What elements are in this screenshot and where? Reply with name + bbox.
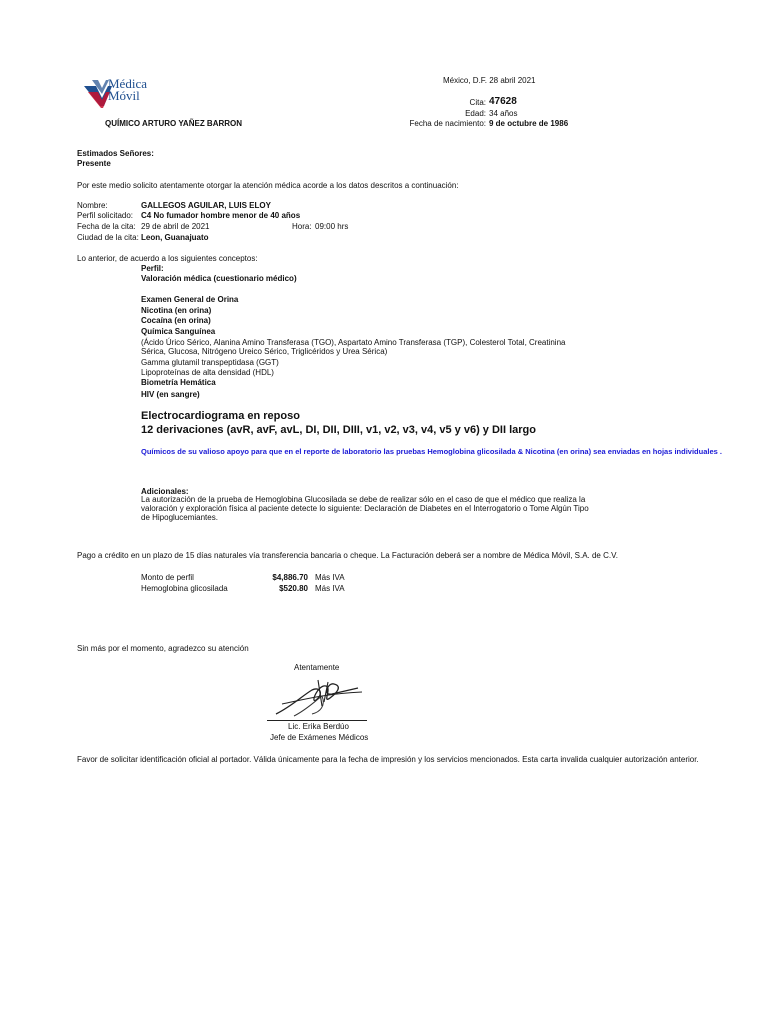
signature-line xyxy=(267,720,367,721)
signature-image xyxy=(272,676,367,720)
brand-name: Médica Móvil xyxy=(108,76,147,103)
nombre-value: GALLEGOS AGUILAR, LUIS ELOY xyxy=(141,201,271,210)
payment-row-amount: $520.80 xyxy=(279,584,308,593)
intro-text: Por este medio solicito atentamente otorgar la atención médica acorde a los datos descritos a continuación: xyxy=(77,181,459,190)
fecha-value: 29 de abril de 2021 xyxy=(141,222,210,231)
concept-perfil: Perfil: xyxy=(141,264,164,273)
closing-thanks: Sin más por el momento, agradezco su atención xyxy=(77,644,249,653)
ecg-detail: 12 derivaciones (avR, avF, avL, DI, DII, DIII, v1, v2, v3, v4, v5 y v6) y DII largo xyxy=(141,424,536,436)
payment-row-tax: Más IVA xyxy=(315,573,345,582)
signer-title: Jefe de Exámenes Médicos xyxy=(270,733,369,742)
payment-row-amount: $4,886.70 xyxy=(272,573,308,582)
concept-hiv: HIV (en sangre) xyxy=(141,390,200,399)
concept-lipo: Lipoproteínas de alta densidad (HDL) xyxy=(141,368,274,377)
concept-biometria: Biometría Hemática xyxy=(141,378,216,387)
hora-value: 09:00 hrs xyxy=(315,222,349,231)
cita-value: 47628 xyxy=(489,96,517,107)
cita-label: Cita: xyxy=(469,98,486,107)
concept-examen-orina: Examen General de Orina xyxy=(141,295,239,304)
footer-note: Favor de solicitar identificación oficial al portador. Válida únicamente para la fecha de impresión y los servicios mencionados. Esta carta invalida cualquier autorización anterior. xyxy=(77,755,699,764)
concept-gamma: Gamma glutamil transpeptidasa (GGT) xyxy=(141,358,279,367)
ciudad-label: Ciudad de la cita: xyxy=(77,233,139,242)
perfil-value: C4 No fumador hombre menor de 40 años xyxy=(141,211,301,220)
concepts-intro: Lo anterior, de acuerdo a los siguientes conceptos: xyxy=(77,254,258,263)
greeting-line1: Estimados Señores: xyxy=(77,149,154,158)
birthdate-value: 9 de octubre de 1986 xyxy=(489,119,569,128)
concept-valoracion: Valoración médica (cuestionario médico) xyxy=(141,274,297,283)
birthdate-label: Fecha de nacimiento: xyxy=(409,119,486,128)
edad-value: 34 años xyxy=(489,109,518,118)
greeting-line2: Presente xyxy=(77,159,111,168)
signer-name: Lic. Erika Berdúo xyxy=(288,722,349,731)
concept-quimica: Química Sanguínea xyxy=(141,327,216,336)
hora-label: Hora: xyxy=(292,222,312,231)
nombre-label: Nombre: xyxy=(77,201,108,210)
atentamente: Atentamente xyxy=(294,663,340,672)
place-date: México, D.F. 28 abril 2021 xyxy=(443,76,536,85)
fecha-label: Fecha de la cita: xyxy=(77,222,136,231)
payment-row-concept: Hemoglobina glicosilada xyxy=(141,584,228,593)
ciudad-value: Leon, Guanajuato xyxy=(141,233,209,242)
edad-label: Edad: xyxy=(465,109,486,118)
payment-row-concept: Monto de perfil xyxy=(141,573,194,582)
ecg-title: Electrocardiograma en reposo xyxy=(141,410,300,422)
lab-note: Químicos de su valioso apoyo para que en el reporte de laboratorio las pruebas Hemoglobina glicosilada & Nicotina (en orina) sea enviadas en hojas individuales . xyxy=(141,447,722,456)
perfil-label: Perfil solicitado: xyxy=(77,211,134,220)
payment-text: Pago a crédito en un plazo de 15 días naturales vía transferencia bancaria o cheque. La Facturación deberá ser a nombre de Médica Móvil, S.A. de C.V. xyxy=(77,551,618,560)
recipient: QUÍMICO ARTURO YAÑEZ BARRON xyxy=(105,119,243,128)
payment-row-tax: Más IVA xyxy=(315,584,345,593)
concept-quimica-desc: (Ácido Úrico Sérico, Alanina Amino Transferasa (TGO), Aspartato Amino Transferasa (TGP), Colesterol Total, Creatinina Sérica, Glucosa, Nitrógeno Ureico Sérico, Triglicéridos y Urea Sérica) xyxy=(141,338,566,356)
concept-nicotina: Nicotina (en orina) xyxy=(141,306,212,315)
adicionales-title: Adicionales: xyxy=(141,487,189,496)
concept-cocaina: Cocaína (en orina) xyxy=(141,316,211,325)
adicionales-text: La autorización de la prueba de Hemoglobina Glucosilada se debe de realizar sólo en el caso de que el médico que realiza la valoración y exploración física al paciente detecte lo siguiente: Declaración de Diabetes en el Interrogatorio o Tome Algún Tipo de Hipoglucemiantes. xyxy=(141,495,589,522)
